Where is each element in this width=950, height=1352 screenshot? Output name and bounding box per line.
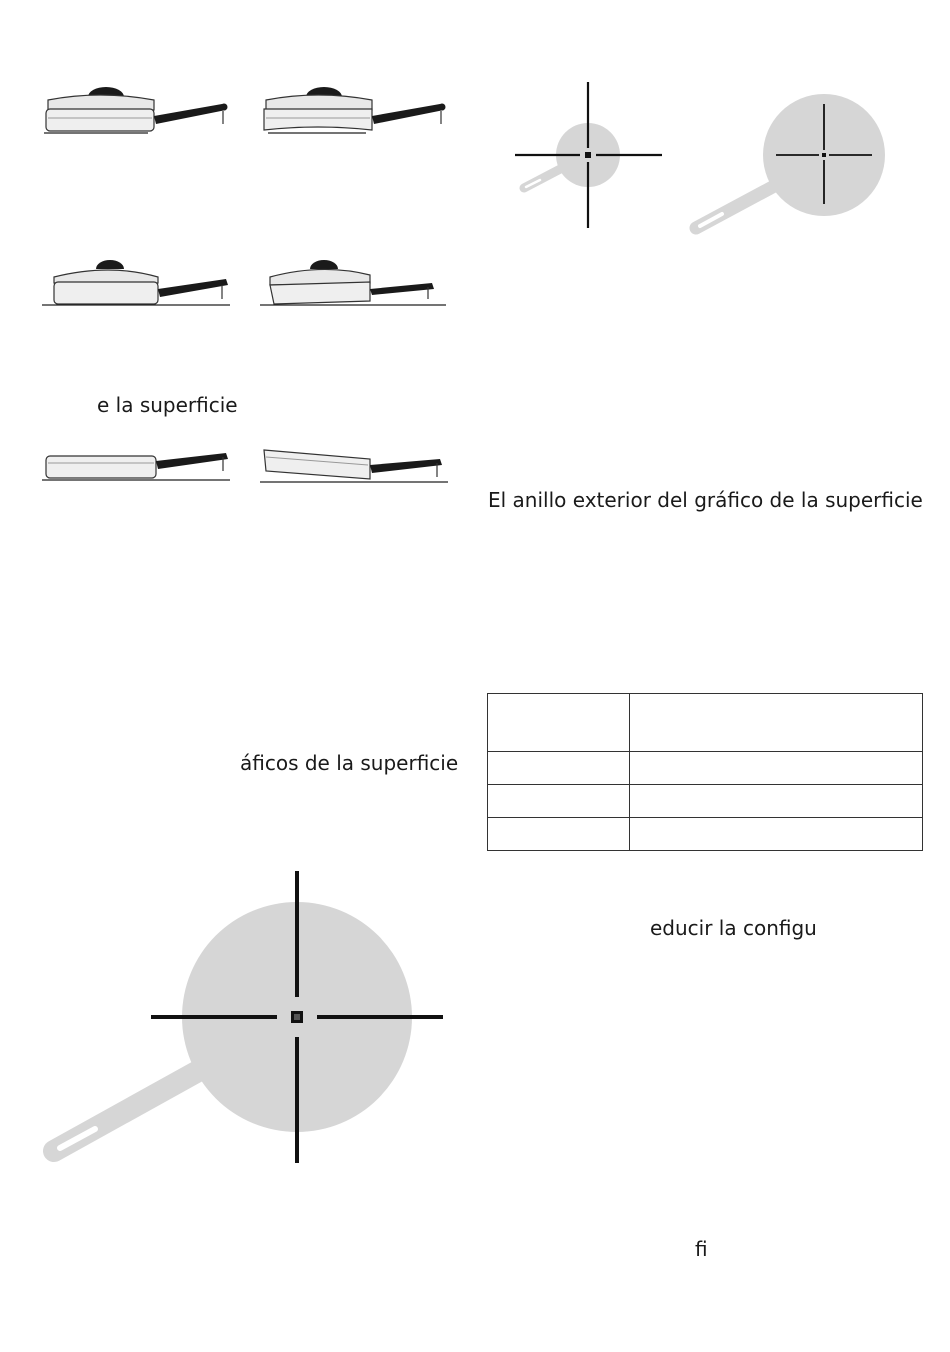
table-row [488, 752, 923, 785]
pan-lid-on-surface-icon [40, 255, 240, 315]
table-header-row [488, 694, 923, 752]
table-header-cell [488, 694, 630, 752]
table-cell [488, 752, 630, 785]
pan-lid-warped-icon [258, 80, 458, 150]
large-pan-small-crosshair-icon [688, 90, 893, 240]
table-cell [488, 785, 630, 818]
caption-graphics: áficos de la superficie [240, 751, 459, 775]
table-cell [630, 785, 923, 818]
pan-warped-bottom-icon [258, 445, 458, 485]
table-header-cell [630, 694, 923, 752]
caption-fi: fi [695, 1237, 708, 1261]
table-row [488, 818, 923, 851]
pan-lid-tilted-on-surface-icon [258, 255, 458, 315]
settings-table [487, 693, 923, 851]
small-pan-large-crosshair-icon [510, 78, 670, 233]
caption-cookware: e la superficie [97, 393, 238, 417]
caption-reduce-setting: educir la configu [650, 916, 817, 940]
caption-outer-ring: El anillo exterior del gráfico de la superficie [488, 488, 923, 512]
table-cell [630, 818, 923, 851]
table-cell [488, 818, 630, 851]
table-cell [630, 752, 923, 785]
pan-lid-flat-icon [40, 80, 240, 150]
pan-flat-bottom-icon [40, 445, 240, 485]
table-row [488, 785, 923, 818]
large-cooking-zone-icon [40, 865, 460, 1175]
